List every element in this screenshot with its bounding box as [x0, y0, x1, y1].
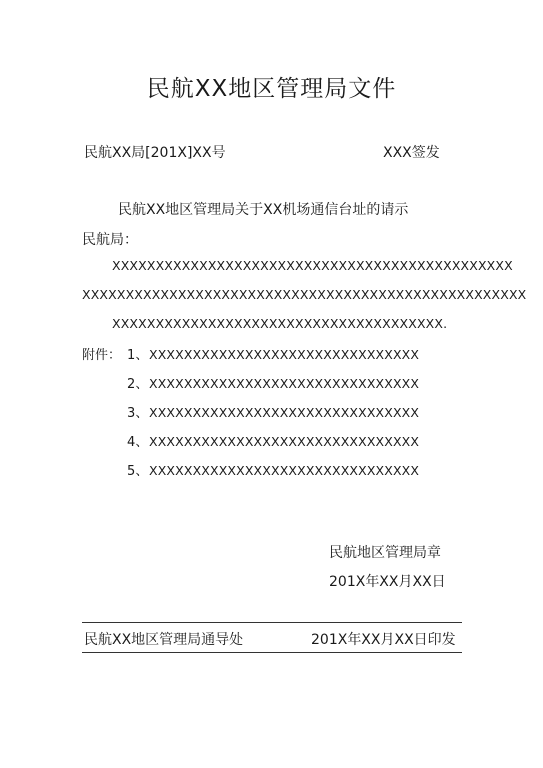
attachment-item — [127, 373, 419, 392]
attachment-number: 4、 — [127, 435, 149, 450]
recipient: 民航局： — [82, 232, 138, 248]
attachment-text: XXXXXXXXXXXXXXXXXXXXXXXXXXXXXXX — [149, 376, 420, 391]
attachment-item — [127, 344, 419, 363]
document-number: 民航XX局[201X]XX号 — [84, 145, 226, 161]
attachment-number: 5、 — [127, 464, 149, 479]
attachment-text: XXXXXXXXXXXXXXXXXXXXXXXXXXXXXXX — [149, 347, 420, 362]
footer-rule-top — [82, 622, 462, 623]
body-line: XXXXXXXXXXXXXXXXXXXXXXXXXXXXXXXXXXXXXXXXXXXXXX — [112, 258, 513, 273]
attachment-number: 3、 — [127, 406, 149, 421]
sign-date: 201X年XX月XX日 — [329, 574, 446, 590]
attachment-item — [127, 431, 419, 450]
document-title: 民航XX地区管理局文件 — [146, 76, 397, 102]
attachment-text: XXXXXXXXXXXXXXXXXXXXXXXXXXXXXXX — [149, 434, 420, 449]
attachment-text: XXXXXXXXXXXXXXXXXXXXXXXXXXXXXXX — [149, 463, 420, 478]
body-line: XXXXXXXXXXXXXXXXXXXXXXXXXXXXXXXXXXXXXXXXXXXXXXXXXXX — [82, 287, 527, 302]
footer-print-date: 201X年XX月XX日印发 — [311, 632, 456, 648]
document-subject: 民航XX地区管理局关于XX机场通信台址的请示 — [118, 202, 409, 218]
footer-rule-bottom — [82, 652, 462, 653]
attachment-number: 1、 — [127, 348, 149, 363]
signer: XXX签发 — [383, 145, 440, 161]
body-line: XXXXXXXXXXXXXXXXXXXXXXXXXXXXXXXXXXXXXX. — [112, 316, 448, 331]
attachment-text: XXXXXXXXXXXXXXXXXXXXXXXXXXXXXXX — [149, 405, 420, 420]
attachment-item — [127, 402, 419, 421]
attachment-number: 2、 — [127, 377, 149, 392]
attachment-item — [127, 460, 419, 479]
footer-organization: 民航XX地区管理局通导处 — [84, 632, 244, 648]
attachments-label: 附件： — [82, 348, 122, 363]
issuer-seal: 民航地区管理局章 — [329, 545, 441, 561]
